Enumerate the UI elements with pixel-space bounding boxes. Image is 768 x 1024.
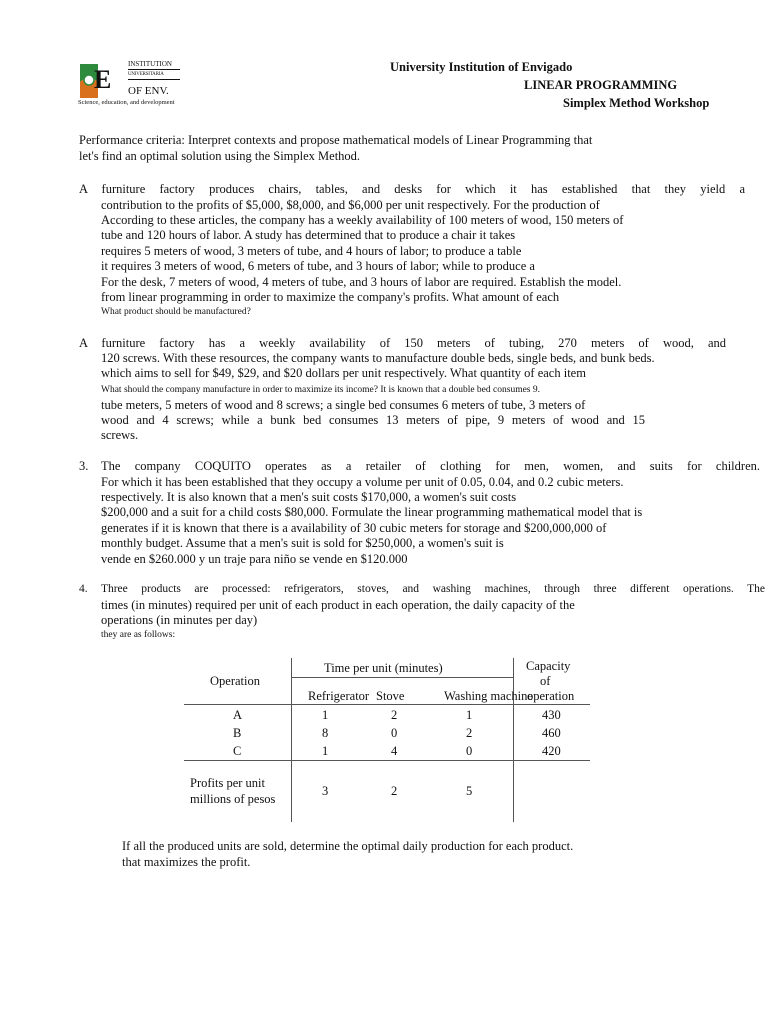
profit-label: Profits per unit [190,776,265,790]
problem1-line: tube and 120 hours of labor. A study has determined that to produce a chair it takes [101,228,516,242]
problem1-first-line: A furniture factory produces chairs, tables, and desks for which it has established that they yield a [79,182,745,196]
table-cell: 1 [322,744,329,758]
problem1-line: According to these articles, the company has a weekly availability of 100 meters of wood, 150 meters of [101,213,624,227]
table-cell: 1 [322,708,329,722]
profit-cell: 3 [322,784,329,798]
problem2-line: wood and 4 screws; while a bunk bed consumes 13 meters of pipe, 9 meters of wood and 15 [101,413,645,427]
conclusion-line-2: that maximizes the profit. [122,855,251,869]
institution-title: University Institution of Envigado [390,60,573,74]
table-cell-capacity: 420 [542,744,561,758]
product-header-washing-machine: Washing machine [444,689,533,703]
logo-letter: E [94,65,112,94]
problem3-line: respectively. It is also known that a men's suit costs $170,000, a women's suit costs [101,490,517,504]
criteria-line-2: let's find an optimal solution using the Simplex Method. [79,149,361,163]
problem1-line: contribution to the profits of $5,000, $8,000, and $6,000 per unit respectively. For the production of [101,198,600,212]
problem1-line: requires 5 meters of wood, 3 meters of tube, and 4 hours of labor; to produce a table [101,244,522,258]
problem3-number: 3. [79,459,89,473]
problem2-line: screws. [101,428,139,442]
problem2-small-line: What should the company manufacture in order to maximize its income? It is known that a double bed consumes 9. [101,385,540,395]
problem3-line: monthly budget. Assume that a men's suit is sold for $250,000, a women's suit is [101,536,504,550]
table-cell-capacity: 460 [542,726,561,740]
workshop-title: Simplex Method Workshop [563,96,710,110]
profit-cell: 5 [466,784,473,798]
table-cell: 2 [391,708,398,722]
profit-label: millions of pesos [190,792,276,806]
capacity-header: of [540,674,551,688]
operation-header: Operation [210,674,260,688]
capacity-header: Capacity [526,659,571,673]
profit-cell: 2 [391,784,398,798]
problem4-first-line: 4. Three products are processed: refrigerators, stoves, and washing machines, through three different operations. The [79,583,765,595]
table-cell: 0 [466,744,473,758]
product-header-stove: Stove [376,689,405,703]
table-cell-op: C [233,744,242,758]
table-cell-capacity: 430 [542,708,561,722]
problem2-line: 120 screws. With these resources, the company wants to manufacture double beds, single beds, and bunk beds. [101,351,655,365]
table-cell-op: A [233,708,243,722]
problem4-line: times (in minutes) required per unit of each product in each operation, the daily capacity of the [101,598,575,612]
table-cell-op: B [233,726,242,740]
table-cell: 8 [322,726,329,740]
course-title: LINEAR PROGRAMMING [524,78,678,92]
problem3-line: $200,000 and a suit for a child costs $80,000. Formulate the linear programming mathematical model that is [101,505,643,519]
problem3-line: For which it has been established that they occupy a volume per unit of 0.05, 0.04, and 0.2 cubic meters. [101,475,624,489]
problem2-line: which aims to sell for $49, $29, and $20 dollars per unit respectively. What quantity of each item [101,366,586,380]
problem3-line: generates if it is known that there is a availability of 30 cubic meters for storage and $200,000,000 of [101,521,607,535]
logo-tagline: Science, education, and development [78,99,175,106]
problem4-small-line: they are as follows: [101,630,176,640]
logo-inst-text: INSTITUTION [128,60,180,70]
table-rule [513,658,514,822]
problem2-first-line: A furniture factory has a weekly availability of 150 meters of tubing, 270 meters of wood, and [79,336,726,350]
institution-logo [78,60,182,108]
problem1-line: it requires 3 meters of wood, 6 meters of tube, and 3 hours of labor; while to produce a [101,259,535,273]
problem1-small-line: What product should be manufactured? [101,307,251,317]
problem2-line: tube meters, 5 meters of wood and 8 screws; a single bed consumes 6 meters of tube, 3 meters of [101,398,586,412]
table-cell: 4 [391,744,398,758]
capacity-header: operation [527,689,575,703]
table-rule [184,704,590,705]
table-rule [291,658,292,822]
problem1-line: from linear programming in order to maximize the company's profits. What amount of each [101,290,560,304]
table-rule [184,760,590,761]
table-cell: 0 [391,726,398,740]
operations-table [184,656,590,824]
logo-univ-text: UNIVERSITARIA [128,71,180,80]
logo-env-text: OF ENV. [128,85,169,97]
table-rule [291,677,513,678]
problem1-line: For the desk, 7 meters of wood, 4 meters of tube, and 3 hours of labor are required. Establish the model. [101,275,622,289]
criteria-line-1: Performance criteria: Interpret contexts and propose mathematical models of Linear Programming that [79,133,593,147]
problem4-line: operations (in minutes per day) [101,613,258,627]
problem3-line: vende en $260.000 y un traje para niño se vende en $120.000 [101,552,408,566]
table-cell: 2 [466,726,473,740]
conclusion-line-1: If all the produced units are sold, determine the optimal daily production for each product. [122,839,574,853]
problem3-first-line: The company COQUITO operates as a retailer of clothing for men, women, and suits for children. [101,459,760,473]
product-header-refrigerator: Refrigerator [308,689,370,703]
table-cell: 1 [466,708,473,722]
time-header: Time per unit (minutes) [324,661,443,675]
